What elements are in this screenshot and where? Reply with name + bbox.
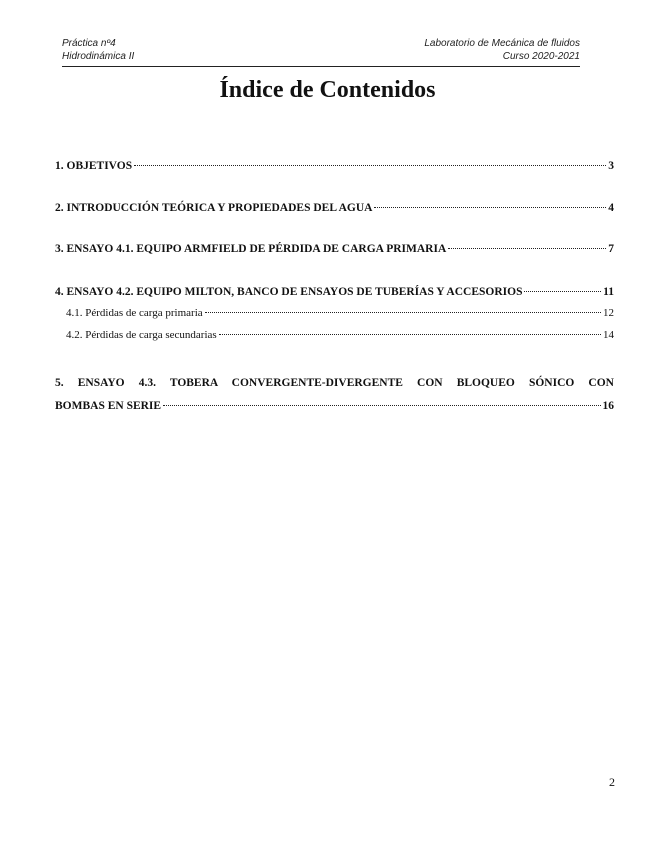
toc-page-number: 11 [603, 286, 614, 298]
page-title: Índice de Contenidos [219, 77, 436, 103]
toc-entry-text: 4. ENSAYO 4.2. EQUIPO MILTON, BANCO DE ENSAYOS DE TUBERÍAS Y ACCESORIOS [55, 286, 523, 298]
lab-name: Laboratorio de Mecánica de fluidos [424, 38, 580, 49]
toc-entry-text: 2. INTRODUCCIÓN TEÓRICA Y PROPIEDADES DEL AGUA [55, 202, 373, 214]
academic-year: Curso 2020-2021 [502, 50, 580, 62]
dot-leader [134, 165, 606, 166]
dot-leader [374, 207, 606, 208]
toc-entry-ensayo-4-3-line1[interactable]: 5. ENSAYO 4.3. TOBERA CONVERGENTE-DIVERGENTE CON BLOQUEO SÓNICO CON [55, 377, 614, 389]
toc-page-number: 4 [608, 202, 614, 214]
dot-leader [219, 334, 601, 335]
toc-subentry-perdidas-primaria[interactable] [66, 307, 614, 319]
page-number: 2 [609, 775, 615, 789]
dot-leader [448, 248, 606, 249]
practice-number: Práctica nº4 [62, 38, 116, 49]
dot-leader [524, 291, 601, 292]
toc-page-number: 12 [603, 307, 614, 319]
toc-entry-introduccion[interactable] [55, 202, 614, 214]
toc-entry-ensayo-4-1[interactable] [55, 243, 614, 255]
toc-entry-text: 3. ENSAYO 4.1. EQUIPO ARMFIELD DE PÉRDIDA DE CARGA PRIMARIA [55, 243, 447, 255]
dot-leader [163, 405, 600, 406]
toc-entry-ensayo-4-2[interactable] [55, 286, 614, 298]
course-subject: Hidrodinámica II [62, 50, 135, 62]
toc-entry-text: 4.2. Pérdidas de carga secundarias [66, 329, 217, 341]
page-header [62, 38, 580, 67]
toc-subentry-perdidas-secundarias[interactable] [66, 329, 614, 341]
header-right [424, 38, 580, 63]
toc-entry-text: 4.1. Pérdidas de carga primaria [66, 307, 203, 319]
toc-entry-ensayo-4-3-line2[interactable] [55, 400, 614, 412]
toc-page-number: 14 [603, 329, 614, 341]
toc-page-number: 3 [608, 160, 614, 172]
header-left [62, 38, 134, 63]
dot-leader [205, 312, 601, 313]
toc-entry-text: 1. OBJETIVOS [55, 160, 133, 172]
toc-entry-objetivos[interactable] [55, 160, 614, 172]
toc-page-number: 16 [602, 400, 614, 412]
toc-page-number: 7 [608, 243, 614, 255]
toc-entry-text: BOMBAS EN SERIE [55, 400, 162, 412]
